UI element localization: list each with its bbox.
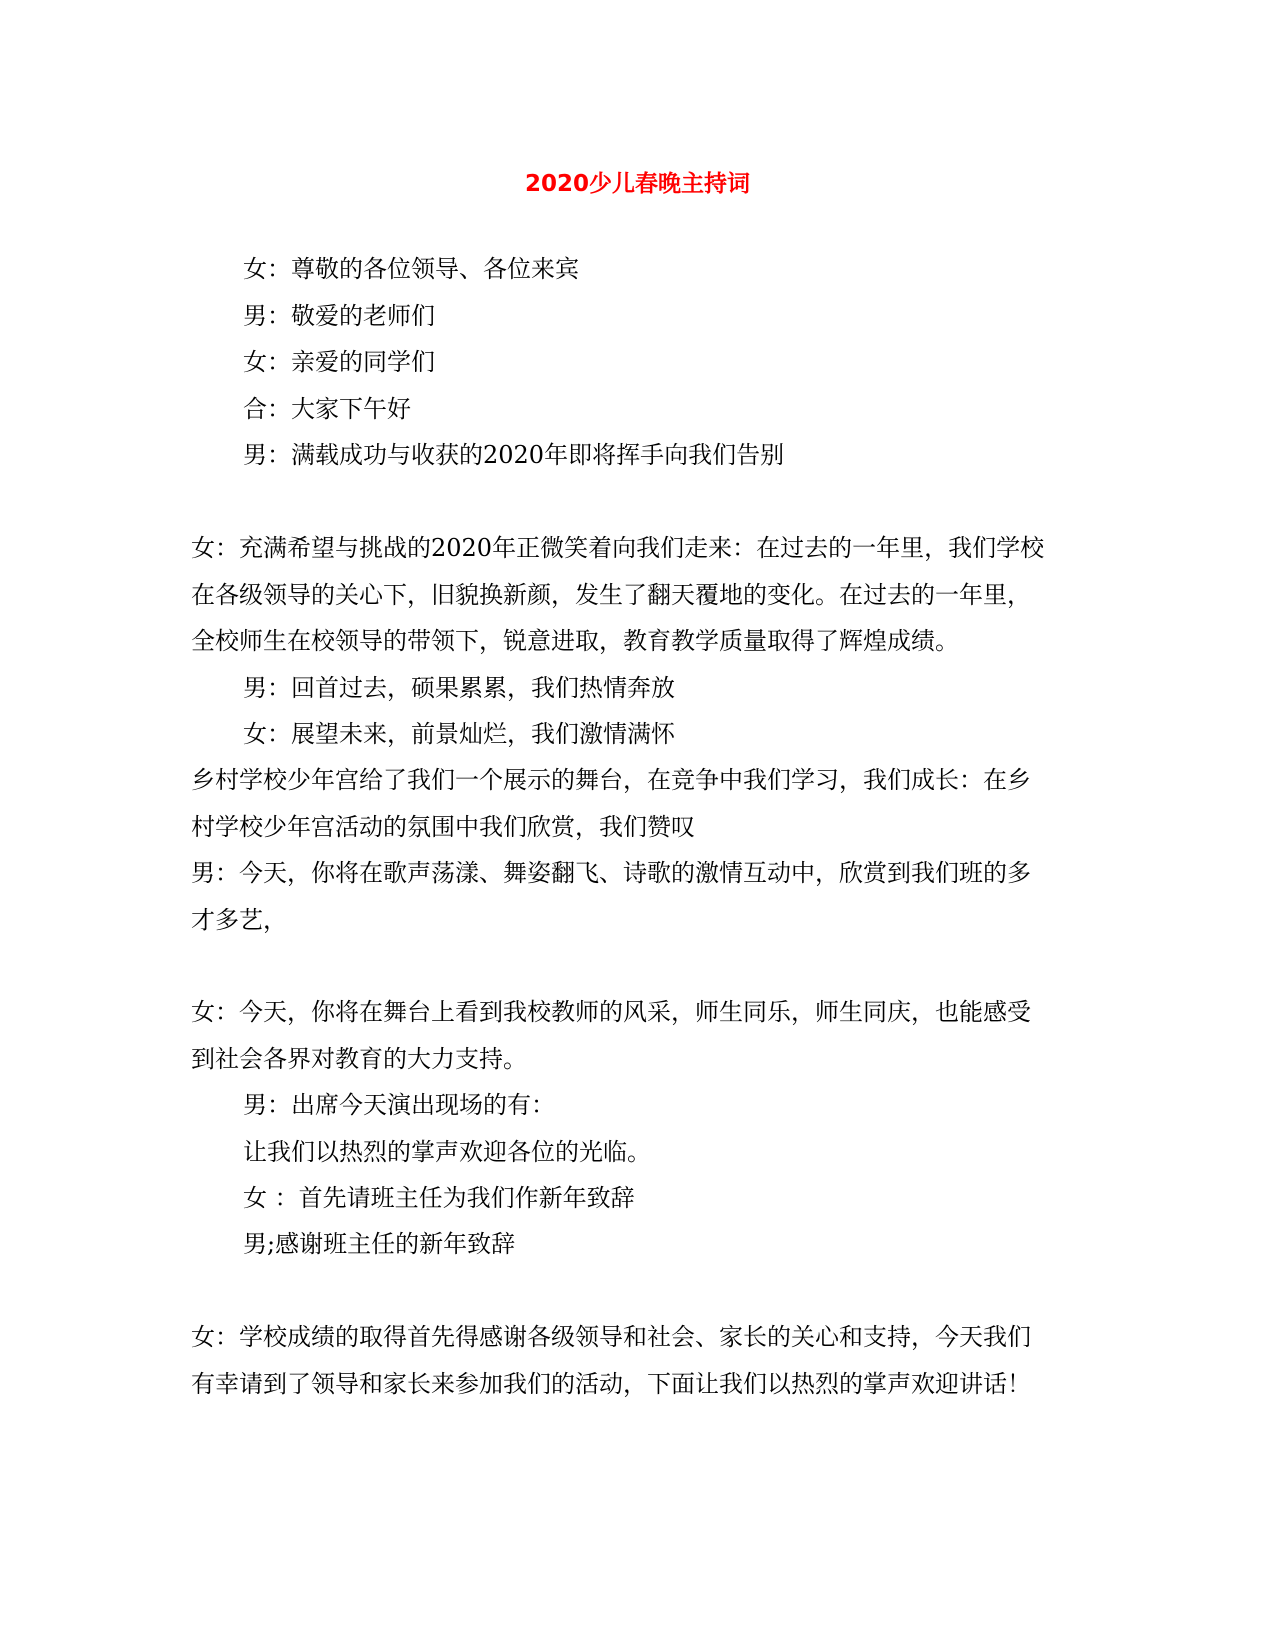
text-line: 有幸请到了领导和家长来参加我们的活动，下面让我们以热烈的掌声欢迎讲话！ bbox=[191, 1370, 1031, 1398]
text-line: 男;感谢班主任的新年致辞 bbox=[243, 1230, 516, 1258]
text-line: 女 ：首先请班主任为我们作新年致辞 bbox=[243, 1184, 635, 1212]
document-title: 2020少儿春晚主持词 bbox=[524, 171, 750, 197]
text-line: 男：回首过去，硕果累累，我们热情奔放 bbox=[243, 674, 675, 702]
text-line: 乡村学校少年宫给了我们一个展示的舞台，在竞争中我们学习，我们成长：在乡 bbox=[191, 766, 1031, 794]
text-line: 女：充满希望与挑战的2020年正微笑着向我们走来：在过去的一年里，我们学校 bbox=[191, 534, 1045, 562]
text-line: 在各级领导的关心下，旧貌换新颜，发生了翻天覆地的变化。在过去的一年里， bbox=[191, 581, 1031, 609]
text-line: 村学校少年宫活动的氛围中我们欣赏，我们赞叹 bbox=[191, 813, 695, 841]
text-line: 女：尊敬的各位领导、各位来宾 bbox=[243, 255, 579, 283]
text-line: 女：学校成绩的取得首先得感谢各级领导和社会、家长的关心和支持，今天我们 bbox=[191, 1323, 1031, 1351]
text-line: 男：出席今天演出现场的有： bbox=[243, 1091, 555, 1119]
text-line: 男：今天，你将在歌声荡漾、舞姿翻飞、诗歌的激情互动中，欣赏到我们班的多 bbox=[191, 859, 1031, 887]
text-line: 全校师生在校领导的带领下，锐意进取，教育教学质量取得了辉煌成绩。 bbox=[191, 627, 959, 655]
text-line: 男：敬爱的老师们 bbox=[243, 302, 435, 330]
text-line: 合：大家下午好 bbox=[243, 395, 411, 423]
text-line: 女：展望未来，前景灿烂，我们激情满怀 bbox=[243, 720, 675, 748]
text-line: 女：亲爱的同学们 bbox=[243, 348, 435, 376]
text-line: 才多艺， bbox=[191, 906, 287, 934]
text-line: 男：满载成功与收获的2020年即将挥手向我们告别 bbox=[243, 441, 785, 469]
text-line: 女：今天，你将在舞台上看到我校教师的风采，师生同乐，师生同庆，也能感受 bbox=[191, 998, 1031, 1026]
text-line: 让我们以热烈的掌声欢迎各位的光临。 bbox=[243, 1138, 651, 1166]
text-line: 到社会各界对教育的大力支持。 bbox=[191, 1045, 527, 1073]
